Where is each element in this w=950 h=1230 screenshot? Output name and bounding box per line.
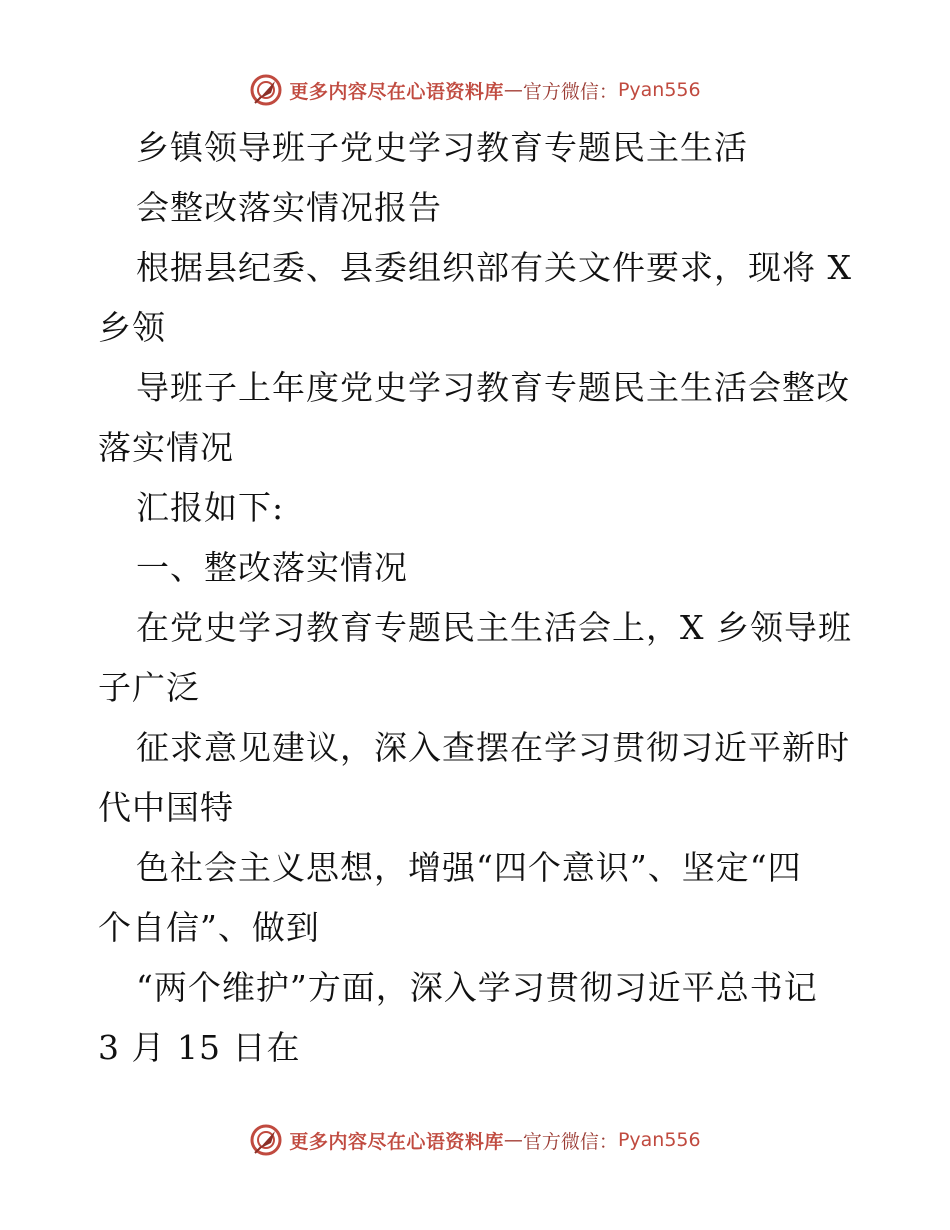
document-line: 色社会主义思想，增强“四个意识”、坚定“四 — [136, 848, 802, 887]
document-line: 子广泛 — [98, 668, 200, 707]
watermark-label: 官方微信： — [522, 80, 618, 103]
quill-circle-icon — [249, 73, 283, 107]
document-line: 在党史学习教育专题民主生活会上，X 乡领导班 — [136, 608, 852, 647]
header-watermark — [0, 70, 950, 110]
document-body — [98, 118, 858, 1078]
document-line: 3 月 15 日在 — [98, 1028, 301, 1067]
document-line: 乡镇领导班子党史学习教育专题民主生活 — [136, 128, 748, 167]
document-line: 个自信”、做到 — [98, 908, 320, 947]
document-line: 代中国特 — [98, 788, 234, 827]
document-line: 一、整改落实情况 — [136, 548, 408, 587]
watermark-wechat-id: Pyan556 — [617, 1129, 701, 1151]
watermark-main-text: 更多内容尽在心语资料库 — [289, 1130, 504, 1153]
quill-circle-icon — [249, 1123, 283, 1157]
document-line: 汇报如下: — [136, 488, 285, 527]
document-line: 征求意见建议，深入查摆在学习贯彻习近平新时 — [136, 728, 850, 767]
document-line: 根据县纪委、县委组织部有关文件要求，现将 X — [136, 248, 852, 287]
document-line: 乡领 — [98, 308, 166, 347]
document-line: “两个维护”方面，深入学习贯彻习近平总书记 — [136, 968, 818, 1007]
document-line: 导班子上年度党史学习教育专题民主生活会整改 — [136, 368, 850, 407]
footer-watermark — [0, 1120, 950, 1160]
document-line: 会整改落实情况报告 — [136, 188, 442, 227]
watermark-wechat-id: Pyan556 — [617, 79, 701, 101]
watermark-dash: — — [503, 1129, 523, 1151]
watermark-dash: — — [503, 79, 523, 101]
watermark-main-text: 更多内容尽在心语资料库 — [289, 80, 504, 103]
document-line: 落实情况 — [98, 428, 234, 467]
watermark-label: 官方微信： — [522, 1130, 618, 1153]
